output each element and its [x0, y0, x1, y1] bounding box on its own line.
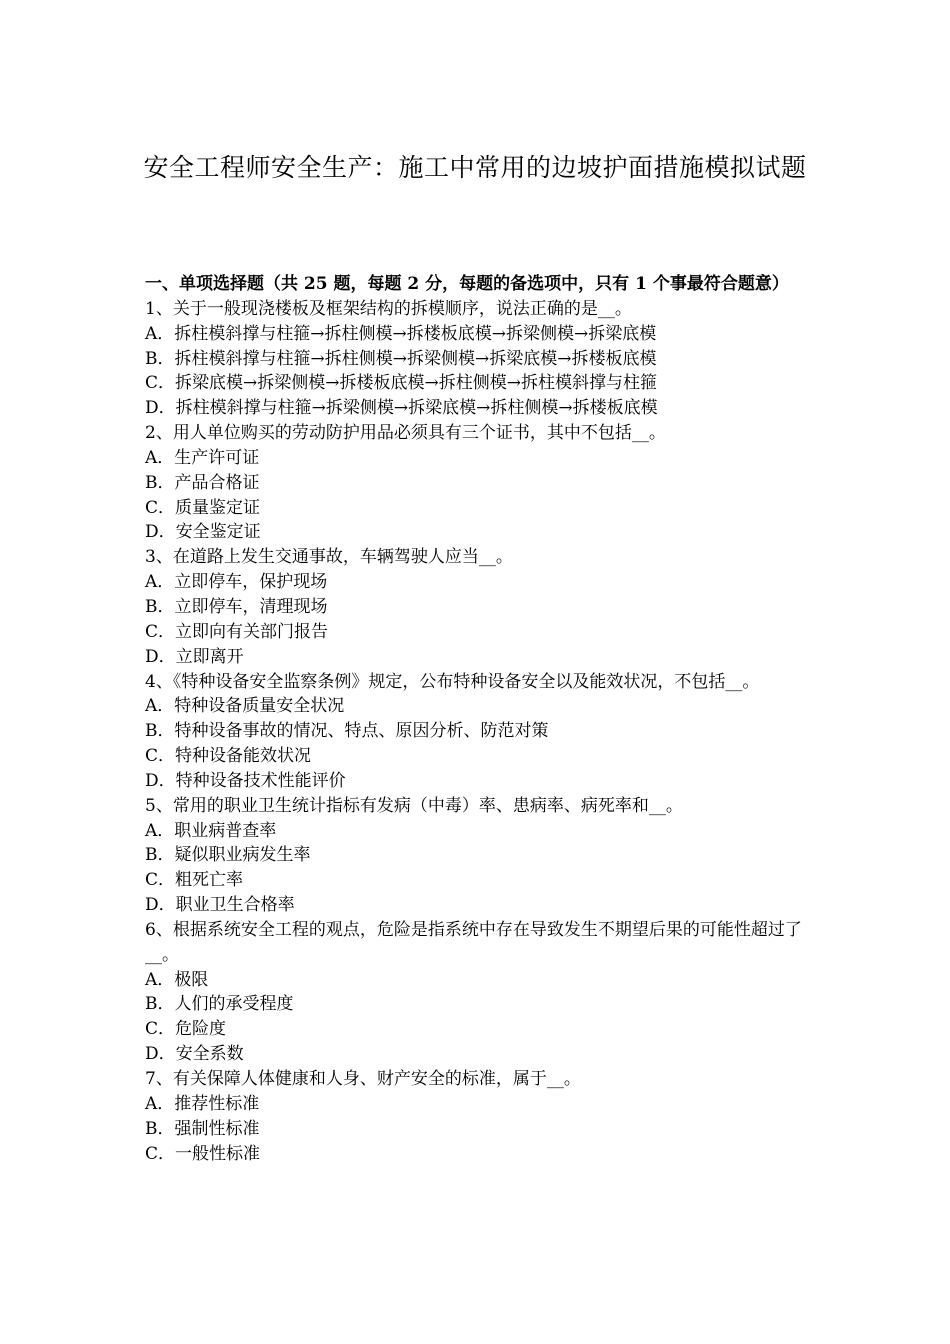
question-stem: 4、《特种设备安全监察条例》规定，公布特种设备安全以及能效状况，不包括__。 — [145, 671, 760, 692]
option-a: A．拆柱模斜撑与柱箍→拆柱侧模→拆楼板底模→拆梁侧模→拆梁底模 — [145, 323, 657, 344]
question-stem: 6、根据系统安全工程的观点，危险是指系统中存在导致发生不期望后果的可能性超过了__。 — [145, 919, 802, 965]
option-c: C．粗死亡率 — [145, 870, 244, 891]
option-b: B．强制性标准 — [145, 1118, 260, 1139]
question-5 — [145, 794, 810, 918]
question-stem: 1、关于一般现浇楼板及框架结构的拆模顺序，说法正确的是__。 — [145, 298, 632, 319]
question-stem: 3、在道路上发生交通事故，车辆驾驶人应当__。 — [145, 547, 513, 568]
option-c: C．质量鉴定证 — [145, 497, 261, 518]
question-7 — [145, 1067, 810, 1166]
question-2 — [145, 421, 810, 545]
question-stem: 7、有关保障人体健康和人身、财产安全的标准，属于__。 — [145, 1069, 581, 1089]
option-d: D．安全系数 — [145, 1044, 244, 1065]
document-title: 安全工程师安全生产：施工中常用的边坡护面措施模拟试题 — [143, 153, 807, 182]
option-a: A．职业病普查率 — [145, 820, 277, 841]
option-b: B．人们的承受程度 — [145, 994, 294, 1015]
option-a: A．极限 — [145, 969, 209, 990]
section-heading: 一、单项选择题（共 25 题，每题 2 分，每题的备选项中，只有 1 个事最符合题意） — [145, 274, 789, 294]
question-4 — [145, 670, 810, 794]
option-a: A．立即停车，保护现场 — [145, 572, 328, 593]
option-c: C．一般性标准 — [145, 1143, 261, 1164]
option-a: A．推荐性标准 — [145, 1093, 260, 1114]
option-a: A．生产许可证 — [145, 447, 260, 468]
question-3 — [145, 545, 810, 669]
option-c: C．危险度 — [145, 1019, 227, 1040]
option-b: B．产品合格证 — [145, 472, 260, 493]
option-b: B．疑似职业病发生率 — [145, 845, 311, 866]
question-stem: 5、常用的职业卫生统计指标有发病（中毒）率、患病率、病死率和__。 — [145, 795, 683, 816]
option-d: D．拆柱模斜撑与柱箍→拆梁侧模→拆梁底模→拆柱侧模→拆楼板底模 — [145, 398, 658, 419]
option-c: C．立即向有关部门报告 — [145, 621, 329, 642]
option-d: D．立即离开 — [145, 646, 244, 667]
option-b: B．立即停车，清理现场 — [145, 596, 328, 617]
option-c: C．特种设备能效状况 — [145, 746, 312, 767]
question-1 — [145, 297, 810, 421]
question-6 — [145, 918, 810, 1067]
option-b: B．拆柱模斜撑与柱箍→拆柱侧模→拆梁侧模→拆梁底模→拆楼板底模 — [145, 348, 657, 369]
option-b: B．特种设备事故的情况、特点、原因分析、防范对策 — [145, 721, 549, 742]
option-d: D．职业卫生合格率 — [145, 895, 295, 916]
option-d: D．特种设备技术性能评价 — [145, 770, 346, 791]
option-a: A．特种设备质量安全状况 — [145, 696, 345, 717]
option-d: D．安全鉴定证 — [145, 522, 261, 543]
option-c: C．拆梁底模→拆梁侧模→拆楼板底模→拆柱侧模→拆柱模斜撑与柱箍 — [145, 373, 657, 394]
document-body — [145, 272, 810, 1166]
question-stem: 2、用人单位购买的劳动防护用品必须具有三个证书，其中不包括__。 — [145, 423, 666, 444]
